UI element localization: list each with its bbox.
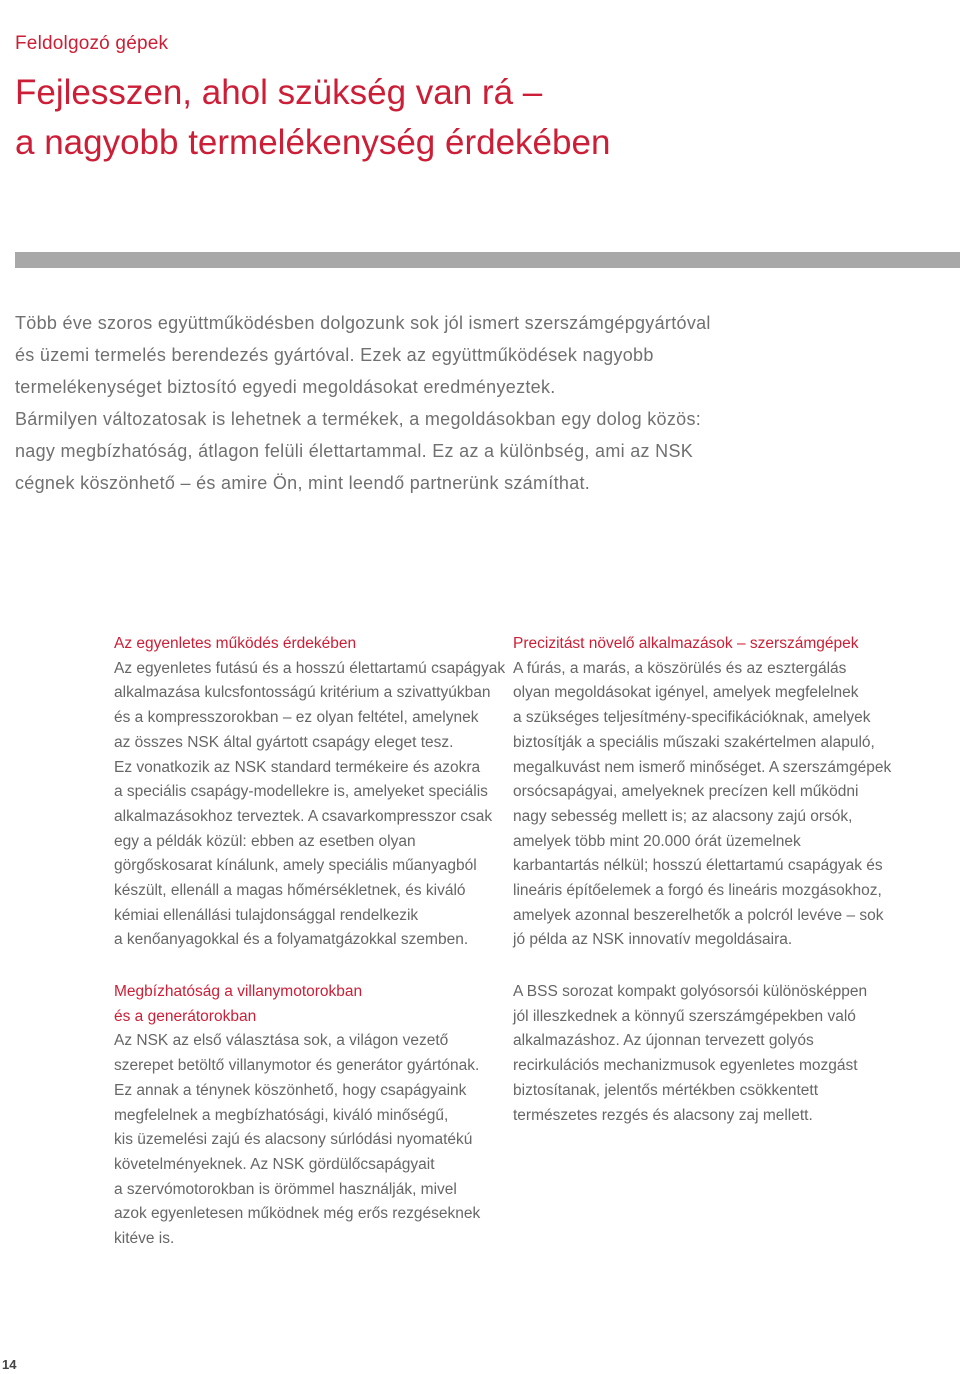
body-line: követelményeknek. Az NSK gördülőcsapágyait [114, 1155, 435, 1173]
section-even-operation [114, 632, 514, 953]
body-line: természetes rezgés és alacsony zaj mellett. [513, 1106, 813, 1124]
body-line: a kenőanyagokkal és a folyamatgázokkal szemben. [114, 931, 469, 949]
body-line: A fúrás, a marás, a köszörülés és az esztergálás [513, 659, 847, 677]
body-line: megalkuvást nem ismerő minőséget. A szerszámgépek [513, 758, 892, 776]
body-line: lineáris építőelemek a forgó és lineáris mozgásokhoz, [513, 882, 882, 900]
body-line: recirkulációs mechanizmusok egyenletes mozgást [513, 1057, 858, 1075]
section-bss-series [513, 980, 913, 1128]
body-line: Ez annak a ténynek köszönhető, hogy csapágyaink [114, 1081, 467, 1099]
section-electric-motors [114, 980, 514, 1252]
body-line: Az NSK az első választása sok, a világon vezető [114, 1032, 449, 1050]
section-heading [513, 632, 913, 657]
body-line: jól illeszkednek a könnyű szerszámgépekben való [513, 1007, 856, 1025]
intro-line: nagy megbízhatóság, átlagon felüli élettartammal. Ez az a különbség, ami az NSK [15, 441, 694, 461]
section-heading-line: és a generátorokban [114, 1007, 257, 1025]
intro-line: Bármilyen változatosak is lehetnek a termékek, a megoldásokban egy dolog közös: [15, 409, 702, 429]
intro-line: cégnek köszönhető – és amire Ön, mint leendő partnerünk számíthat. [15, 473, 591, 493]
body-line: görgőskosarat kínálunk, amely speciális műanyagból [114, 857, 477, 875]
body-line: karbantartás nélkül; hosszú élettartamú csapágyak és [513, 857, 883, 875]
section-body [513, 980, 913, 1128]
body-line: biztosítják a speciális műszaki szakértelmen alapuló, [513, 733, 875, 751]
body-line: Az egyenletes futású és a hosszú élettartamú csapágyak [114, 659, 506, 677]
body-line: szerepet betöltő villanymotor és generátor gyártónak. [114, 1057, 480, 1075]
intro-line: termelékenységet biztosító egyedi megoldásokat eredményeztek. [15, 377, 556, 397]
section-heading-line: Az egyenletes működés érdekében [114, 635, 357, 652]
section-heading [114, 632, 514, 657]
body-line: a speciális csapágy-modellekre is, amelyeket speciális [114, 783, 488, 801]
page-title-line: a nagyobb termelékenység érdekében [15, 123, 611, 162]
section-body [513, 657, 913, 953]
section-heading [114, 980, 514, 1029]
body-line: alkalmazása kulcsfontosságú kritérium a szivattyúkban [114, 684, 491, 702]
body-line: azok egyenletesen működnek még erős rezgéseknek [114, 1205, 481, 1223]
body-line: biztosítanak, jelentős mértékben csökkentett [513, 1081, 818, 1099]
section-machine-tools [513, 632, 913, 953]
body-line: nagy sebesség mellett is; az alacsony zajú orsók, [513, 807, 853, 825]
body-line: jó példa az NSK innovatív megoldásaira. [513, 931, 793, 949]
body-line: kémiai ellenállási tulajdonsággal rendelkezik [114, 906, 419, 924]
body-line: a szervómotorokban is örömmel használják, mivel [114, 1180, 457, 1198]
body-line: amelyek több mint 20.000 órát üzemelnek [513, 832, 801, 850]
body-line: készült, ellenáll a magas hőmérsékletnek, és kiváló [114, 882, 466, 900]
body-line: az összes NSK által gyártott csapágy eleget tesz. [114, 733, 454, 751]
section-heading-line: Megbízhatóság a villanymotorokban [114, 983, 363, 1000]
section-kicker: Feldolgozó gépek [15, 33, 169, 54]
section-body [114, 657, 514, 953]
body-line: olyan megoldásokat igényel, amelyek megfelelnek [513, 684, 859, 702]
body-line: A BSS sorozat kompakt golyósorsói különösképpen [513, 983, 868, 1000]
body-line: alkalmazásokhoz terveztek. A csavarkompresszor csak [114, 807, 493, 825]
page-number: 14 [2, 1357, 17, 1372]
section-heading-line: Precizitást növelő alkalmazások – szerszámgépek [513, 635, 859, 652]
page-title-line: Fejlesszen, ahol szükség van rá – [15, 73, 543, 112]
body-line: egy a példák közül: ebben az esetben olyan [114, 832, 416, 850]
body-line: kitéve is. [114, 1230, 175, 1248]
section-body [114, 1029, 514, 1251]
body-line: a szükséges teljesítmény-specifikációknak, amelyek [513, 709, 871, 727]
body-line: kis üzemelési zajú és alacsony súrlódási nyomatékú [114, 1131, 473, 1149]
intro-paragraph [15, 307, 945, 499]
intro-line: és üzemi termelés berendezés gyártóval. Ezek az együttműködések nagyobb [15, 345, 654, 365]
intro-line: Több éve szoros együttműködésben dolgozunk sok jól ismert szerszámgépgyártóval [15, 313, 711, 333]
body-line: orsócsapágyai, amelyeknek precízen kell működni [513, 783, 859, 801]
body-line: Ez vonatkozik az NSK standard termékeire és azokra [114, 758, 481, 776]
body-line: amelyek azonnal beszerelhetők a polcról levéve – sok [513, 906, 884, 924]
body-line: megfelelnek a megbízhatósági, kiváló minőségű, [114, 1106, 449, 1124]
divider-bar [15, 252, 960, 268]
page-title [15, 68, 915, 168]
body-line: és a kompresszorokban – ez olyan feltétel, amelynek [114, 709, 479, 727]
body-line: alkalmazáshoz. Az újonnan tervezett golyós [513, 1032, 814, 1050]
